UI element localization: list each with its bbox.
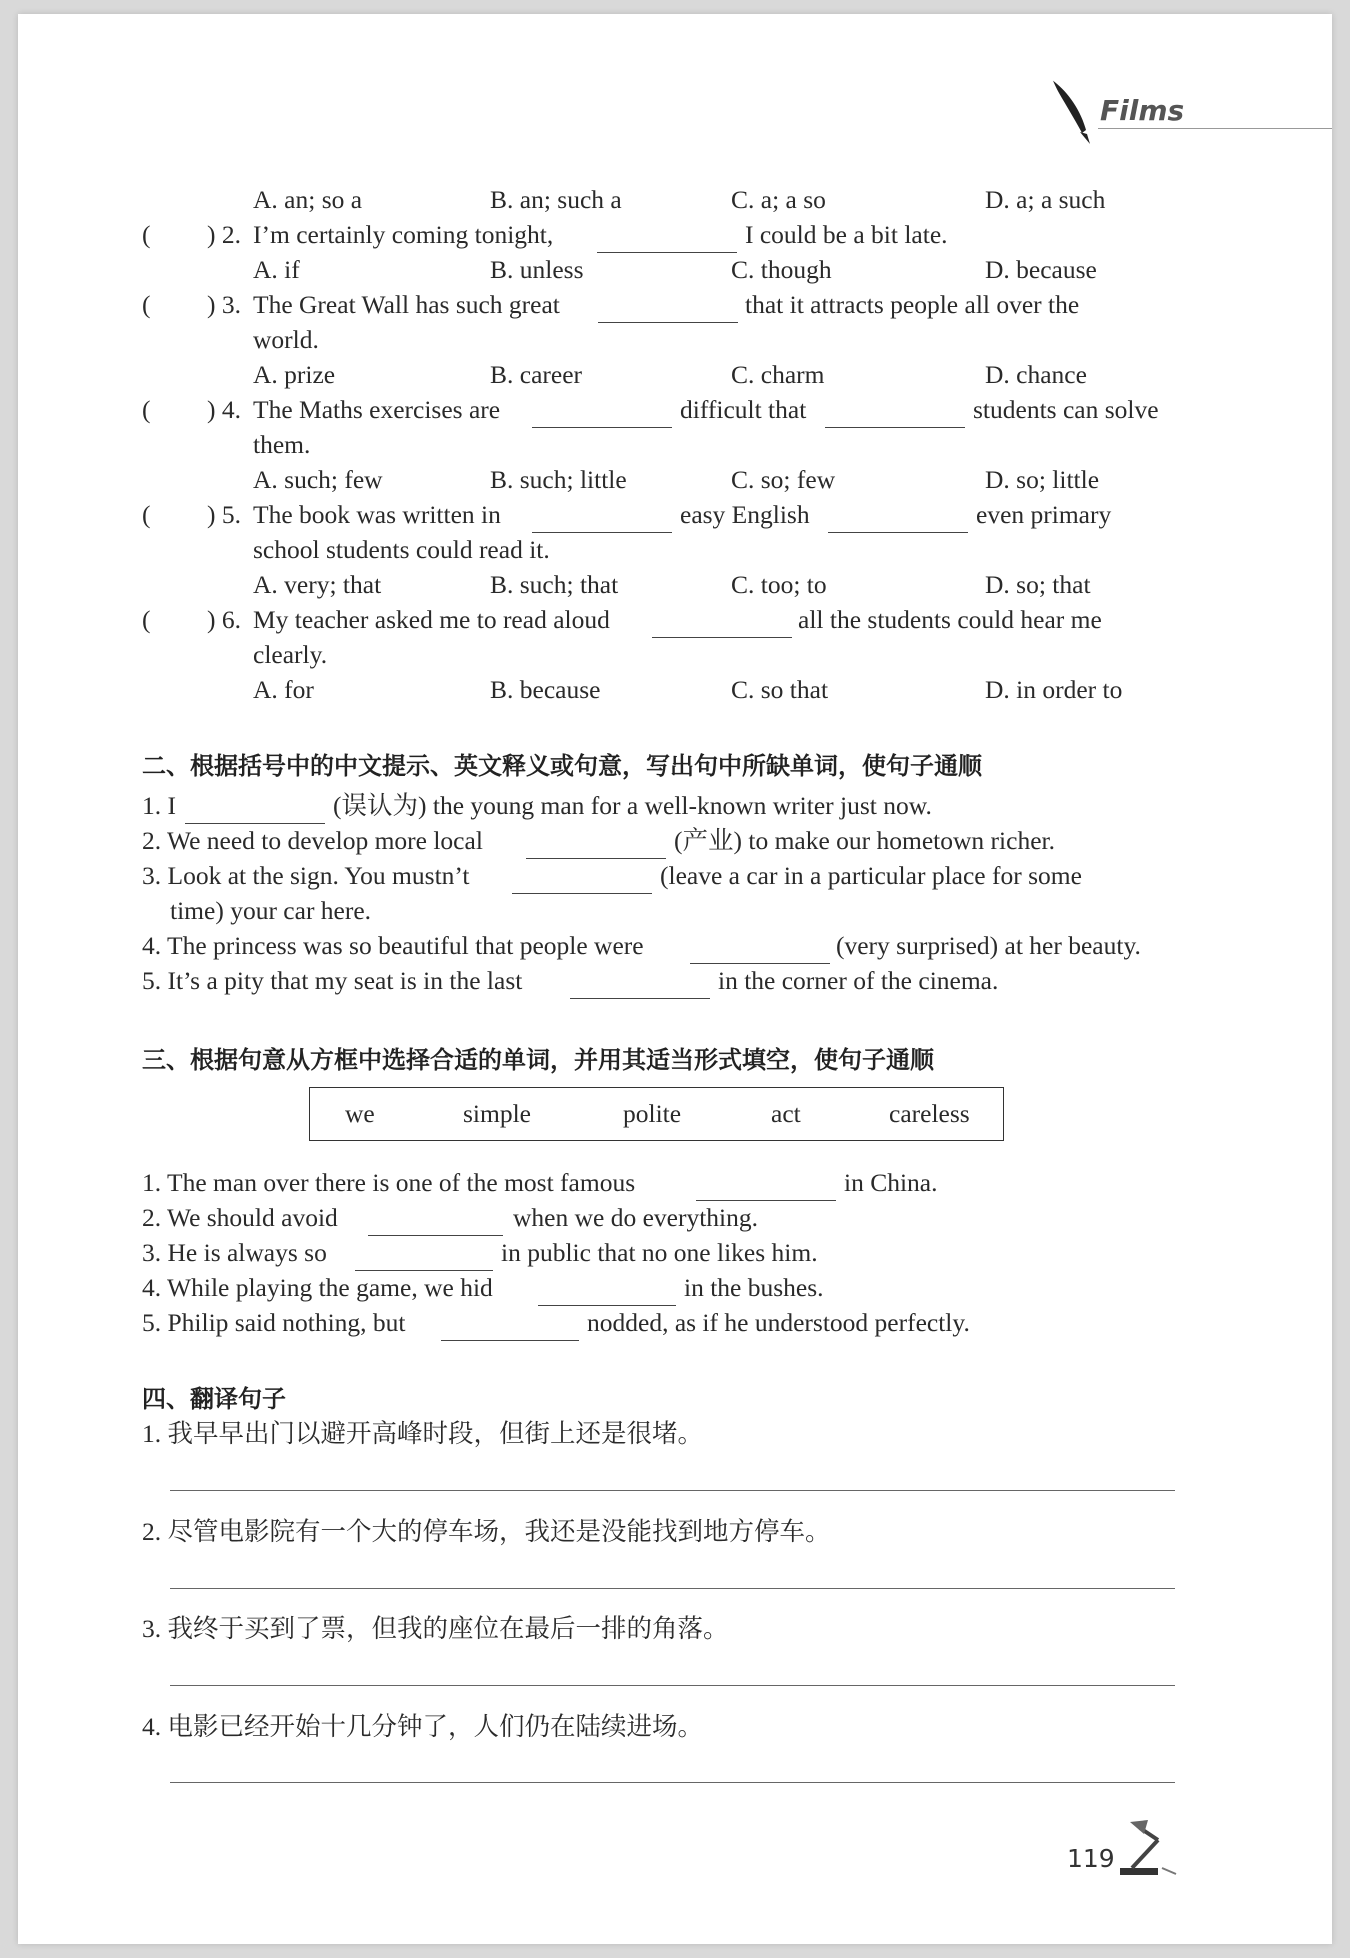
s2-item1-b: (误认为) the young man for a well-known writer just now.	[333, 791, 932, 820]
q5-text-4: school students could read it.	[253, 535, 550, 564]
s2-item2-blank[interactable]	[526, 858, 666, 859]
s4-item3: 3. 我终于买到了票，但我的座位在最后一排的角落。	[142, 1614, 729, 1643]
word-box-word-4: act	[771, 1099, 801, 1128]
s3-item3-a: 3. He is always so	[142, 1238, 327, 1267]
q4-blank-2[interactable]	[825, 427, 965, 428]
s2-item4-a: 4. The princess was so beautiful that people were	[142, 931, 644, 960]
s3-item4-b: in the bushes.	[684, 1273, 824, 1302]
s2-item5-a: 5. It’s a pity that my seat is in the last	[142, 966, 523, 995]
q5-option-d: D. so; that	[985, 570, 1091, 599]
s3-item4-a: 4. While playing the game, we hid	[142, 1273, 493, 1302]
s3-item5-a: 5. Philip said nothing, but	[142, 1308, 406, 1337]
s3-item5-blank[interactable]	[441, 1340, 579, 1341]
q6-paren: (	[142, 605, 151, 634]
page-number: 119	[1067, 1844, 1115, 1873]
s3-item1-b: in China.	[844, 1168, 938, 1197]
s2-item5-b: in the corner of the cinema.	[718, 966, 999, 995]
s3-item2-a: 2. We should avoid	[142, 1203, 338, 1232]
q2-option-a: A. if	[253, 255, 300, 284]
q2-option-d: D. because	[985, 255, 1097, 284]
q4-option-d: D. so; little	[985, 465, 1100, 494]
s4-item1: 1. 我早早出门以避开高峰时段，但街上还是很堵。	[142, 1419, 704, 1448]
q6-blank[interactable]	[652, 637, 792, 638]
s4-item2: 2. 尽管电影院有一个大的停车场，我还是没能找到地方停车。	[142, 1517, 831, 1546]
q3-number: ) 3.	[207, 290, 241, 319]
s2-item3-c: time) your car here.	[170, 896, 372, 925]
s2-item2-b: (产业) to make our hometown richer.	[674, 826, 1055, 855]
section2-heading: 二、根据括号中的中文提示、英文释义或句意，写出句中所缺单词，使句子通顺	[142, 752, 982, 780]
q6-option-a: A. for	[253, 675, 314, 704]
q3-option-a: A. prize	[253, 360, 336, 389]
s2-item4-blank[interactable]	[690, 963, 830, 964]
q5-option-b: B. such; that	[490, 570, 619, 599]
q4-paren: (	[142, 395, 151, 424]
s2-item3-a: 3. Look at the sign. You mustn’t	[142, 861, 470, 890]
s3-item4-blank[interactable]	[538, 1305, 676, 1306]
s3-item1-blank[interactable]	[696, 1200, 836, 1201]
s3-item1-a: 1. The man over there is one of the most famous	[142, 1168, 636, 1197]
q3-paren: (	[142, 290, 151, 319]
q6-text-2: all the students could hear me	[798, 605, 1102, 634]
word-box-word-2: simple	[463, 1099, 531, 1128]
s2-item2-a: 2. We need to develop more local	[142, 826, 483, 855]
q6-option-b: B. because	[490, 675, 601, 704]
q5-blank-1[interactable]	[532, 532, 672, 533]
s3-item3-b: in public that no one likes him.	[501, 1238, 818, 1267]
s2-item1-a: 1. I	[142, 791, 176, 820]
q4-option-b: B. such; little	[490, 465, 627, 494]
q6-option-c: C. so that	[731, 675, 829, 704]
q4-text-1: The Maths exercises are	[253, 395, 501, 424]
q3-option-d: D. chance	[985, 360, 1087, 389]
q1-option-a: A. an; so a	[253, 185, 363, 214]
s4-item2-answer-line[interactable]	[170, 1588, 1175, 1589]
q4-text-2: difficult that	[680, 395, 807, 424]
q4-blank-1[interactable]	[532, 427, 672, 428]
s2-item3-b: (leave a car in a particular place for some	[660, 861, 1082, 890]
q4-number: ) 4.	[207, 395, 241, 424]
q2-blank[interactable]	[597, 252, 737, 253]
word-box-word-3: polite	[623, 1099, 682, 1128]
s4-item4: 4. 电影已经开始十几分钟了，人们仍在陆续进场。	[142, 1712, 704, 1741]
q2-text-2: I could be a bit late.	[745, 220, 948, 249]
q3-blank[interactable]	[598, 322, 738, 323]
s4-item3-answer-line[interactable]	[170, 1685, 1175, 1686]
quill-pen-icon	[1046, 78, 1094, 148]
q1-option-d: D. a; a such	[985, 185, 1106, 214]
s4-item1-answer-line[interactable]	[170, 1490, 1175, 1491]
q4-option-a: A. such; few	[253, 465, 383, 494]
q5-text-3: even primary	[976, 500, 1112, 529]
q3-option-c: C. charm	[731, 360, 825, 389]
word-box-word-5: careless	[889, 1099, 970, 1128]
s2-item5-blank[interactable]	[570, 998, 710, 999]
q6-option-d: D. in order to	[985, 675, 1123, 704]
q2-option-b: B. unless	[490, 255, 584, 284]
q2-number: ) 2.	[207, 220, 241, 249]
q1-option-b: B. an; such a	[490, 185, 622, 214]
s3-item3-blank[interactable]	[355, 1270, 493, 1271]
q5-number: ) 5.	[207, 500, 241, 529]
q4-text-3: students can solve	[973, 395, 1159, 424]
s3-item2-blank[interactable]	[368, 1235, 503, 1236]
q5-blank-2[interactable]	[828, 532, 968, 533]
q3-text-1: The Great Wall has such great	[253, 290, 560, 319]
header-title: Films	[1100, 94, 1185, 127]
q4-text-4: them.	[253, 430, 311, 459]
q3-option-b: B. career	[490, 360, 583, 389]
q3-text-2: that it attracts people all over the	[745, 290, 1080, 319]
q5-option-c: C. too; to	[731, 570, 827, 599]
s3-item2-b: when we do everything.	[513, 1203, 759, 1232]
s2-item1-blank[interactable]	[185, 823, 325, 824]
q5-text-2: easy English	[680, 500, 810, 529]
q2-paren: (	[142, 220, 151, 249]
q2-text-1: I’m certainly coming tonight,	[253, 220, 554, 249]
q4-option-c: C. so; few	[731, 465, 836, 494]
q6-number: ) 6.	[207, 605, 241, 634]
q1-option-c: C. a; a so	[731, 185, 826, 214]
header-rule	[1098, 128, 1332, 129]
desk-lamp-icon	[1118, 1818, 1178, 1878]
q2-option-c: C. though	[731, 255, 832, 284]
s2-item4-b: (very surprised) at her beauty.	[836, 931, 1141, 960]
s3-item5-b: nodded, as if he understood perfectly.	[587, 1308, 970, 1337]
q6-text-3: clearly.	[253, 640, 328, 669]
q5-option-a: A. very; that	[253, 570, 382, 599]
s2-item3-blank[interactable]	[512, 893, 652, 894]
s4-item4-answer-line[interactable]	[170, 1782, 1175, 1783]
section4-heading: 四、翻译句子	[142, 1385, 286, 1413]
q3-text-3: world.	[253, 325, 319, 354]
q5-paren: (	[142, 500, 151, 529]
word-box-word-1: we	[345, 1099, 375, 1128]
section3-heading: 三、根据句意从方框中选择合适的单词，并用其适当形式填空，使句子通顺	[142, 1046, 934, 1074]
q5-text-1: The book was written in	[253, 500, 501, 529]
q6-text-1: My teacher asked me to read aloud	[253, 605, 610, 634]
